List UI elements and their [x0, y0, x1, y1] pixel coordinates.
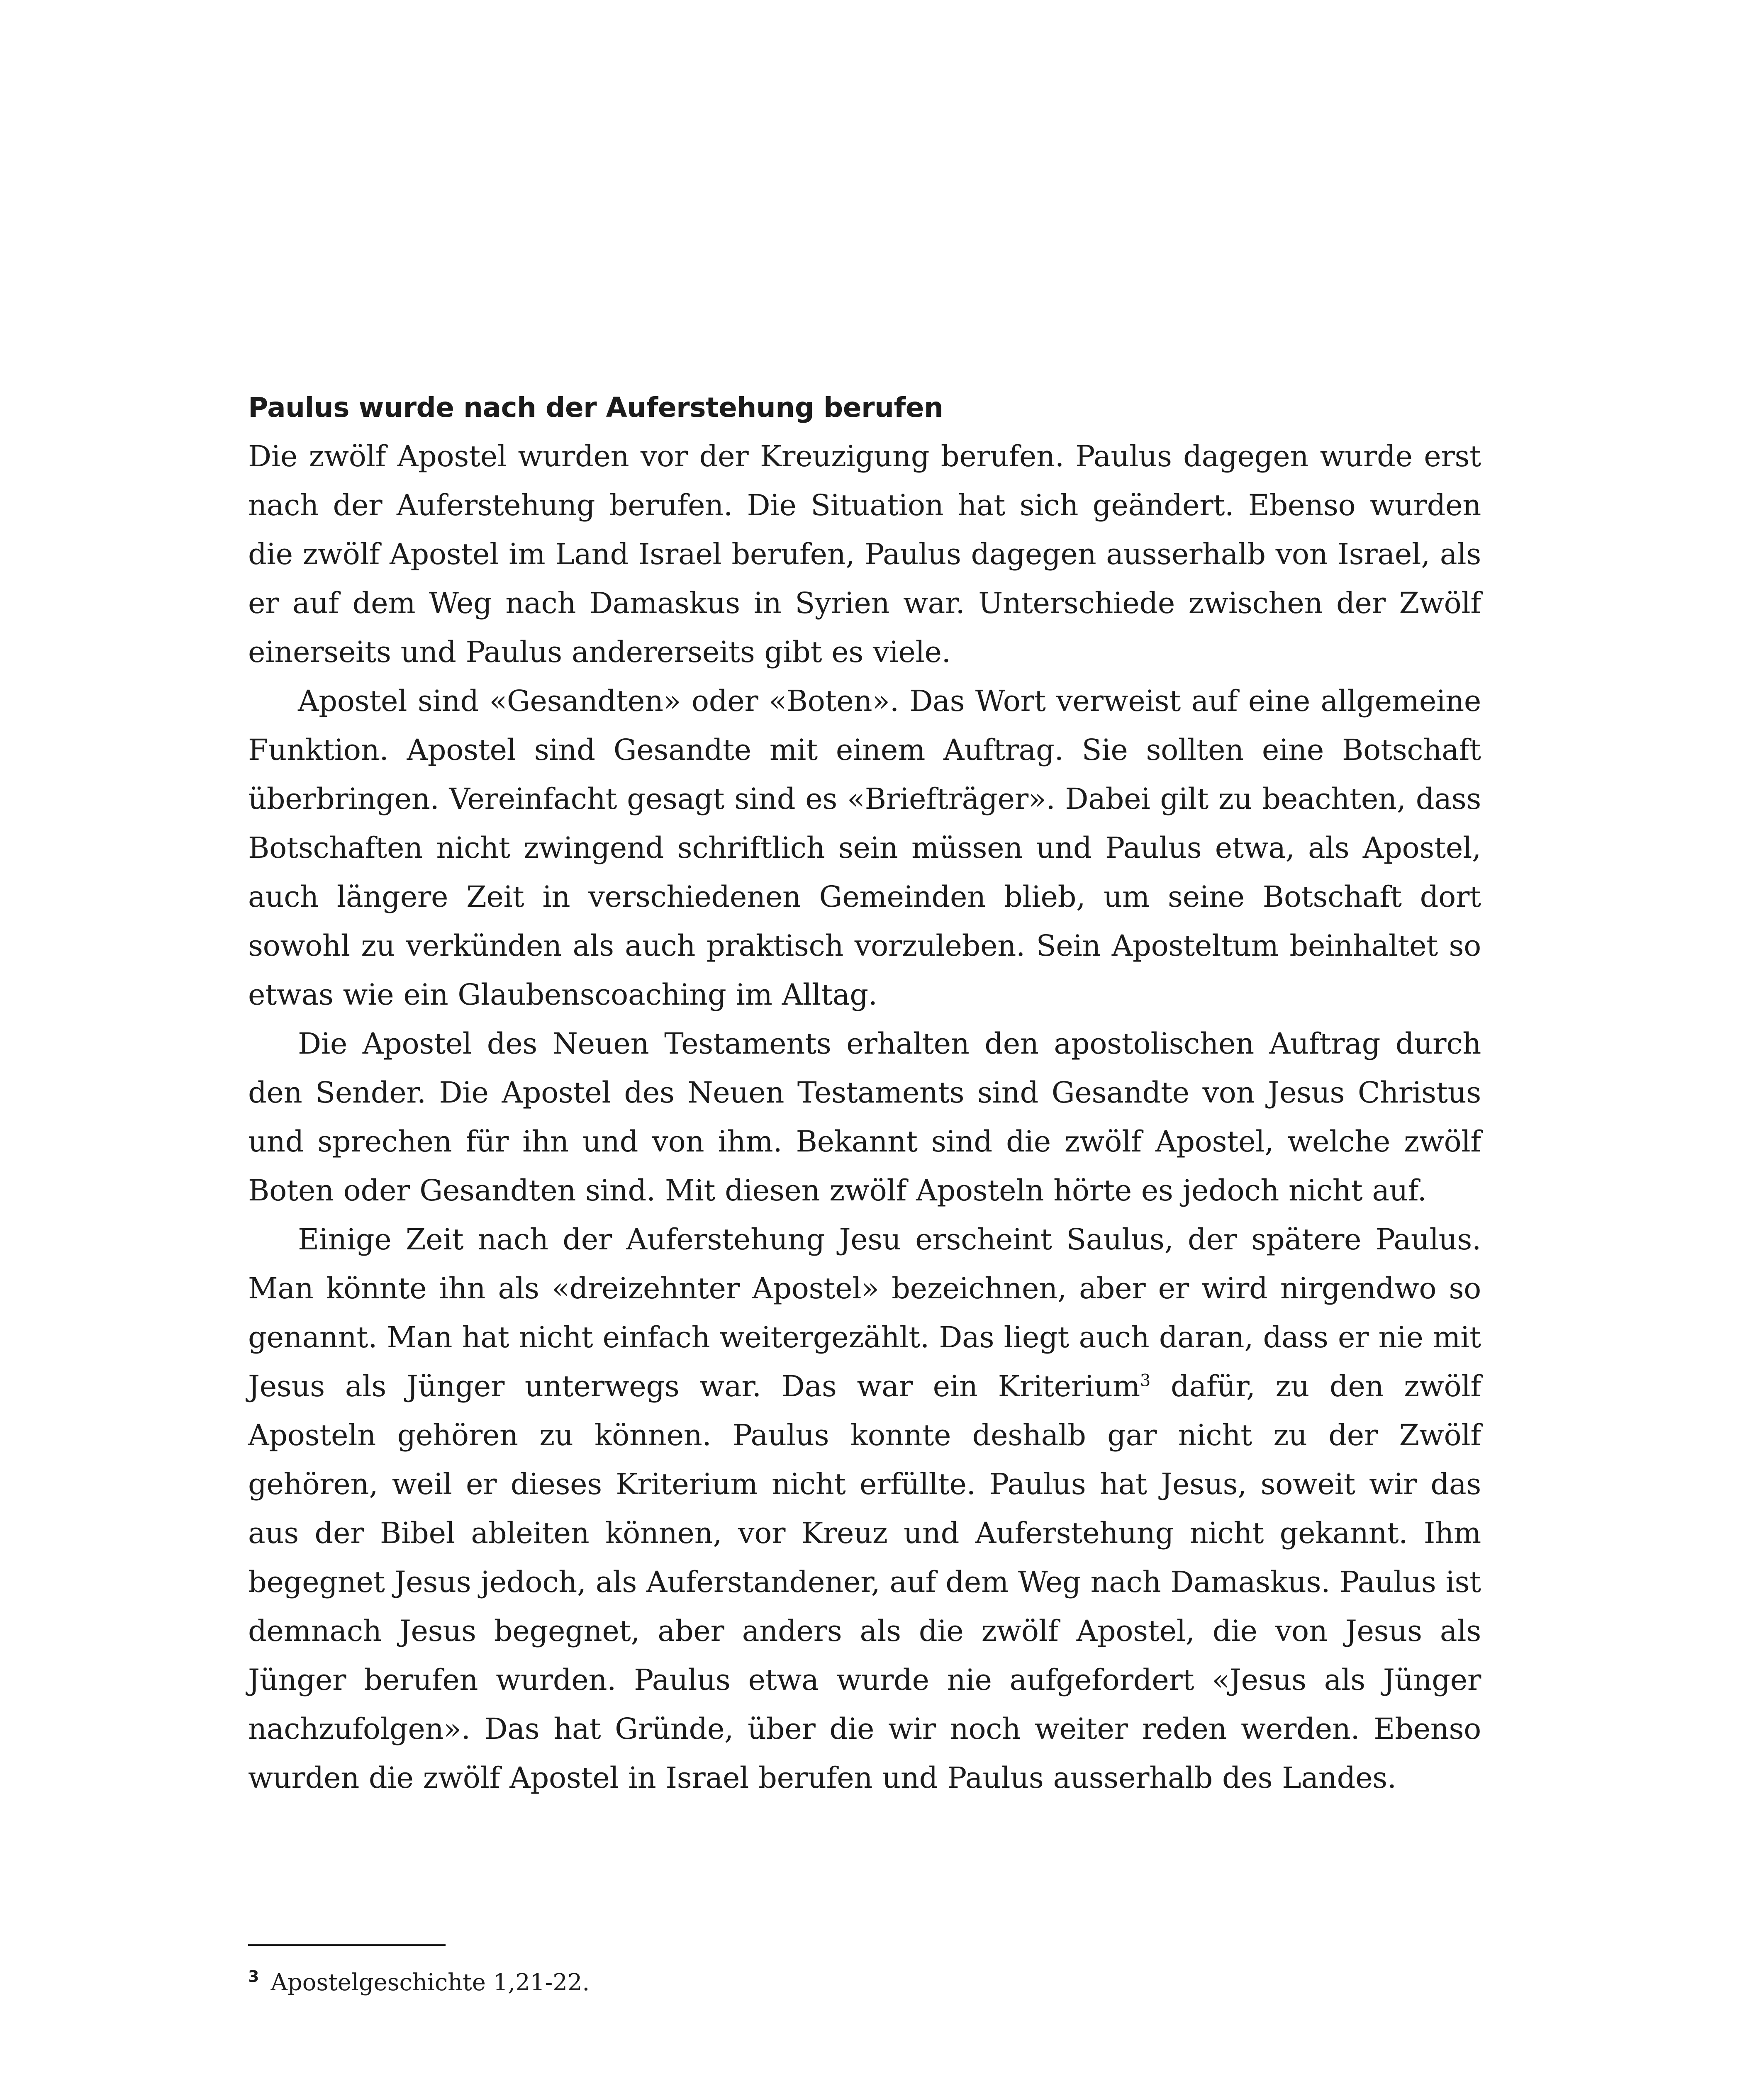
footnote-reference: 3: [1140, 1371, 1151, 1390]
paragraph-4-text-before: Einige Zeit nach der Auferstehung Jesu erscheint Saulus, der spätere Paulus. Man könnte ihn als «dreizehnter Apostel» bezeichnen, aber er wird nirgendwo so genannt. Man hat nicht einfach weitergezählt. Das liegt auch daran, dass er nie mit Jesus als Jünger unterwegs war. Das war ein Kriterium: [248, 1222, 1481, 1403]
paragraph-1: Die zwölf Apostel wurden vor der Kreuzigung berufen. Paulus dagegen wurde erst nach der Auferstehung berufen. Die Situation hat sich geändert. Ebenso wurden die zwölf Apostel im Land Israel berufen, Paulus dagegen ausserhalb von Israel, als er auf dem Weg nach Damaskus in Syrien war. Unterschiede zwischen der Zwölf einerseits und Paulus andererseits gibt es viele.: [248, 439, 1481, 669]
section-heading: Paulus wurde nach der Auferstehung berufen: [248, 392, 943, 424]
paragraph-3: Die Apostel des Neuen Testaments erhalten den apostolischen Auftrag durch den Sender. Die Apostel des Neuen Testaments sind Gesandte von Jesus Christus und sprechen für ihn und von ihm. Bekannt sind die zwölf Apostel, welche zwölf Boten oder Gesandten sind. Mit diesen zwölf Aposteln hörte es jedoch nicht auf.: [248, 1027, 1481, 1207]
paragraph-2: Apostel sind «Gesandten» oder «Boten». Das Wort verweist auf eine allgemeine Funktion. Apostel sind Gesandte mit einem Auftrag. Sie sollten eine Botschaft überbringen. Vereinfacht gesagt sind es «Briefträger». Dabei gilt zu beachten, dass Botschaften nicht zwingend schriftlich sein müssen und Paulus etwa, als Apostel, auch längere Zeit in verschiedenen Gemeinden blieb, um seine Botschaft dort sowohl zu verkünden als auch praktisch vorzuleben. Sein Aposteltum beinhaltet so etwas wie ein Glaubenscoaching im Alltag.: [248, 684, 1481, 1012]
footnote-number: 3: [248, 1967, 259, 1986]
footnote-text: Apostelgeschichte 1,21-22.: [270, 1969, 590, 1996]
footnote-divider: [248, 1944, 446, 1946]
main-text-block: [248, 384, 1481, 1802]
footnote: [248, 1966, 1481, 1999]
paragraph-4-text-after: dafür, zu den zwölf Aposteln gehören zu können. Paulus konnte deshalb gar nicht zu der Zwölf gehören, weil er dieses Kriterium nicht erfüllte. Paulus hat Jesus, soweit wir das aus der Bibel ableiten können, vor Kreuz und Auferstehung nicht gekannt. Ihm begegnet Jesus jedoch, als Auferstandener, auf dem Weg nach Damaskus. Paulus ist demnach Jesus begegnet, aber anders als die zwölf Apostel, die von Jesus als Jünger berufen wurden. Paulus etwa wurde nie aufgefordert «Jesus als Jünger nachzufolgen». Das hat Gründe, über die wir noch weiter reden werden. Ebenso wurden die zwölf Apostel in Israel berufen und Paulus ausserhalb des Landes.: [248, 1369, 1481, 1795]
paragraph-4: [248, 1215, 1481, 1802]
